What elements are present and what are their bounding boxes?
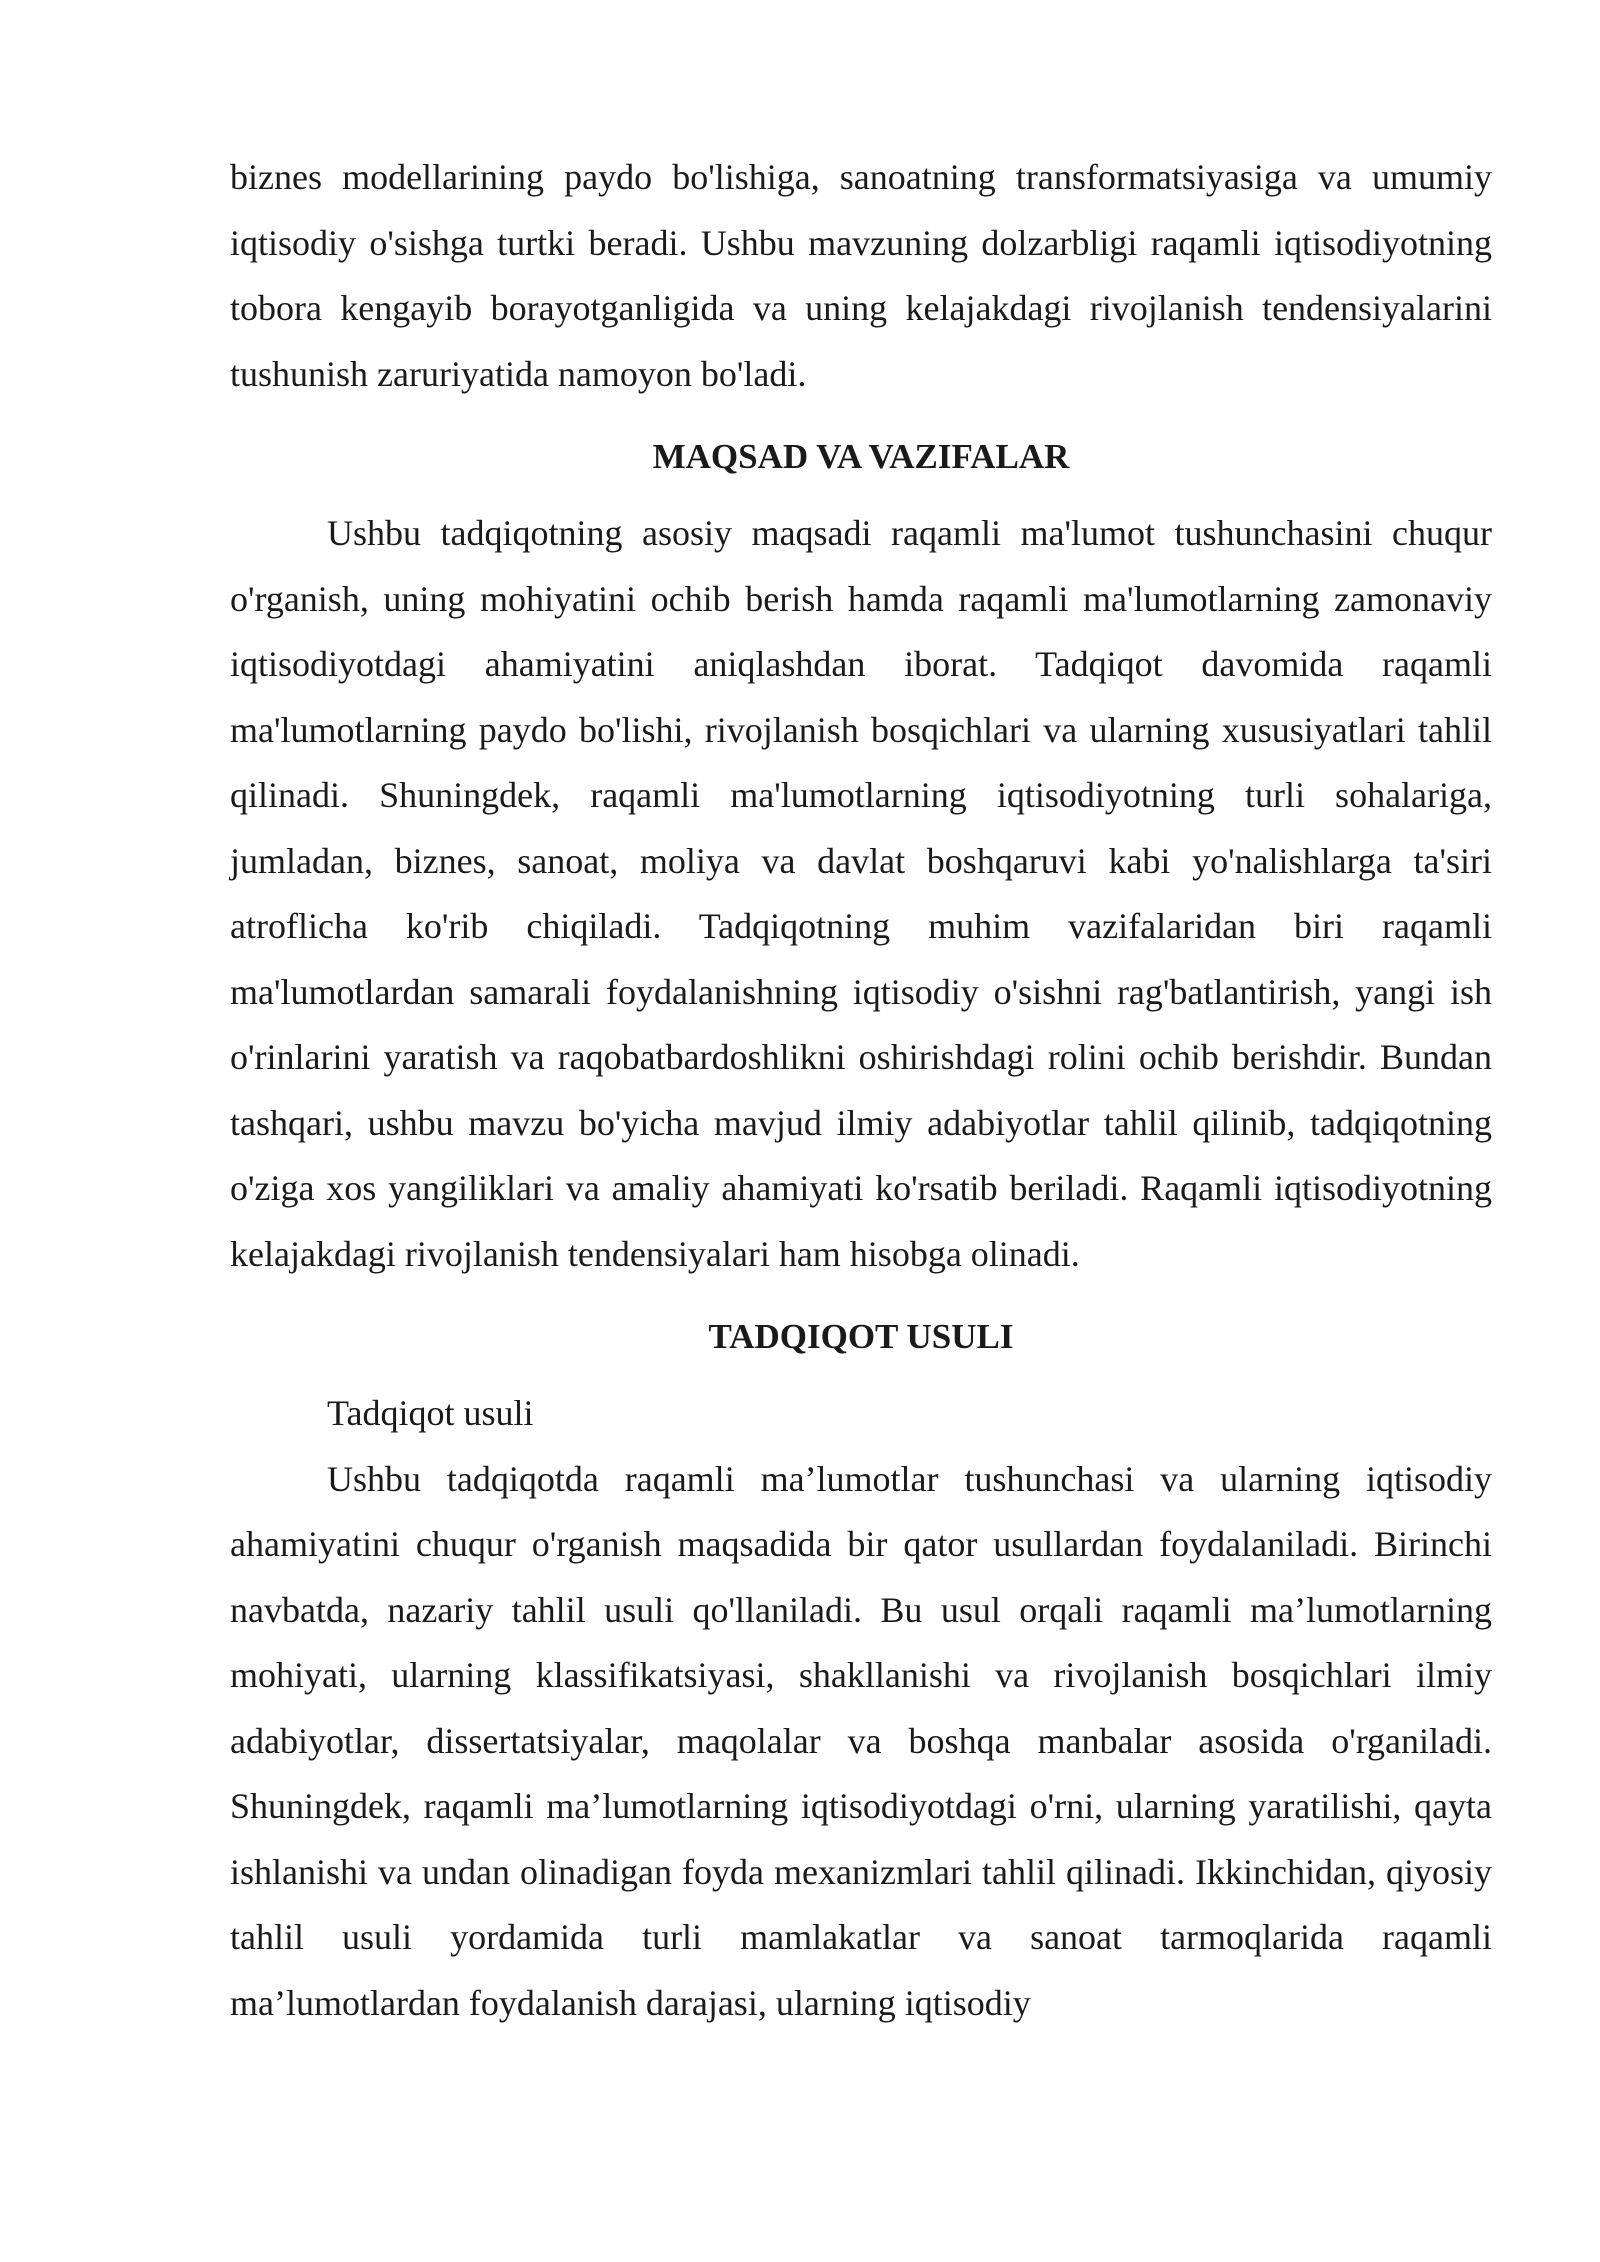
document-page bbox=[230, 145, 1492, 2036]
goals-heading: MAQSAD VA VAZIFALAR bbox=[652, 437, 1070, 476]
method-paragraph: Ushbu tadqiqotda raqamli ma’lumotlar tushunchasi va ularning iqtisodiy ahamiyatini chuqur o'rganish maqsadida bir qator usullardan foydalaniladi. Birinchi navbatda, nazariy tahlil usuli qo'llaniladi. Bu usul orqali raqamli ma’lumotlarning mohiyati, ularning klassifikatsiyasi, shakllanishi va rivojlanish bosqichlari ilmiy adabiyotlar, dissertatsiyalar, maqolalar va boshqa manbalar asosida o'rganiladi. Shuningdek, raqamli ma’lumotlarning iqtisodiyotdagi o'rni, ularning yaratilishi, qayta ishlanishi va undan olinadigan foyda mexanizmlari tahlil qilinadi. Ikkinchidan, qiyosiy tahlil usuli yordamida turli mamlakatlar va sanoat tarmoqlarida raqamli ma’lumotlardan foydalanish darajasi, ularning iqtisodiy bbox=[230, 1458, 1492, 2023]
method-heading: TADQIQOT USULI bbox=[708, 1317, 1014, 1356]
method-subheading: Tadqiqot usuli bbox=[327, 1393, 534, 1433]
goals-paragraph: Ushbu tadqiqotning asosiy maqsadi raqamli ma'lumot tushunchasini chuqur o'rganish, uning mohiyatini ochib berish hamda raqamli ma'lumotlarning zamonaviy iqtisodiyotdagi ahamiyatini aniqlashdan iborat. Tadqiqot davomida raqamli ma'lumotlarning paydo bo'lishi, rivojlanish bosqichlari va ularning xususiyatlari tahlil qilinadi. Shuningdek, raqamli ma'lumotlarning iqtisodiyotning turli sohalariga, jumladan, biznes, sanoat, moliya va davlat boshqaruvi kabi yo'nalishlarga ta'siri atroflicha ko'rib chiqiladi. Tadqiqotning muhim vazifalaridan biri raqamli ma'lumotlardan samarali foydalanishning iqtisodiy o'sishni rag'batlantirish, yangi ish o'rinlarini yaratish va raqobatbardoshlikni oshirishdagi rolini ochib berishdir. Bundan tashqari, ushbu mavzu bo'yicha mavjud ilmiy adabiyotlar tahlil qilinib, tadqiqotning o'ziga xos yangiliklari va amaliy ahamiyati ko'rsatib beriladi. Raqamli iqtisodiyotning kelajakdagi rivojlanish tendensiyalari ham hisobga olinadi. bbox=[230, 513, 1492, 1274]
intro-paragraph: biznes modellarining paydo bo'lishiga, sanoatning transformatsiyasiga va umumiy iqtisodiy o'sishga turtki beradi. Ushbu mavzuning dolzarbligi raqamli iqtisodiyotning tobora kengayib borayotganligida va uning kelajakdagi rivojlanish tendensiyalarini tushunish zaruriyatida namoyon bo'ladi. bbox=[230, 157, 1492, 394]
